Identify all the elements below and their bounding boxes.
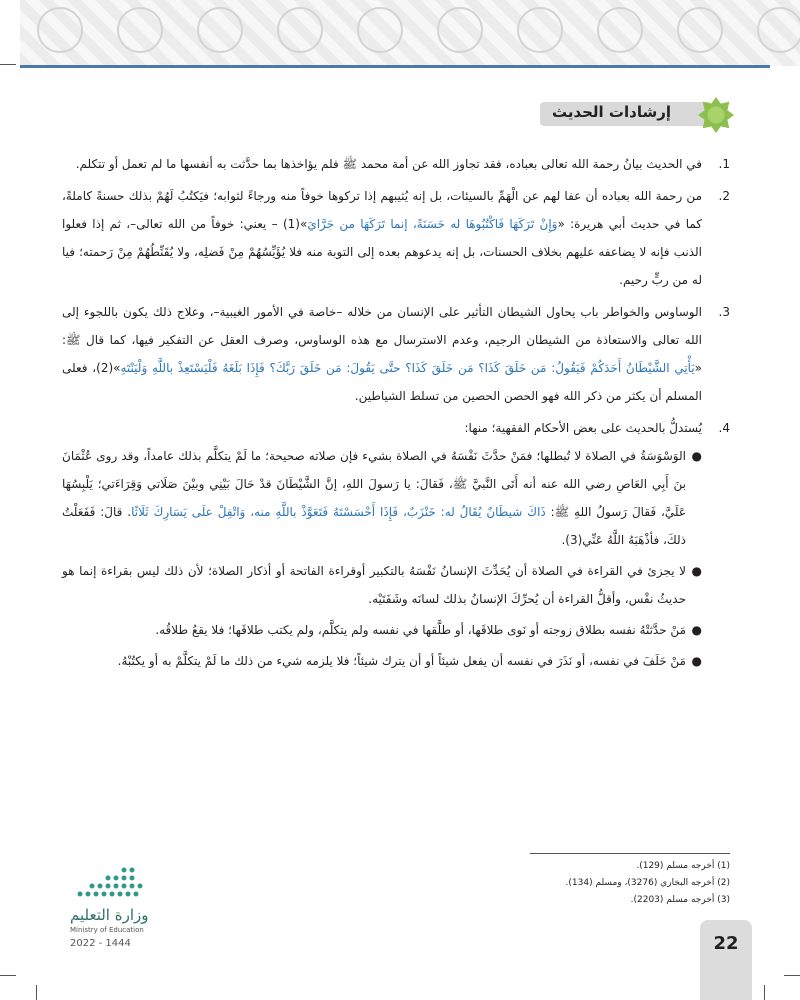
bullet-text: مَنْ حدَّثتْهُ نفسه بطلاق زوجته أو نَوى طلاقَها، أو طلَّقها في نفسه ولم يتكلَّم، ولم يكتب طلاقَها؛ فلا يقعُ طلاقُه. [155, 623, 686, 637]
header-rule [20, 65, 770, 68]
list-item [62, 298, 730, 410]
bullet-icon: ● [691, 449, 702, 463]
hadith-quote: يَأْتِي الشَّيْطَانُ أَحَدَكُمْ فَيَقُولُ: مَن خَلَقَ كَذَا؟ مَن خَلَقَ كَذَا؟ حتَّى يَقُولَ: مَن خَلَقَ رَبَّكَ؟ فَإِذَا بَلَغَهُ فَلْيَسْتَعِذْ باللَّهِ وَلْيَنْتَهِ [120, 361, 695, 375]
item-text: من رحمة الله بعباده أن عفا لهم عن الْهَمِّ بالسيئات، بل إنه يُثيبهم إذا تركوها خوفاً منه ورجاءً لثوابه؛ فيَكتُبُ لَهُمْ بذلك حسنةً كاملةً، كما في حديث أبي هريرة: « [62, 189, 702, 231]
footnote: (2) أخرجه البخاري (3276)، ومسلم (134). [565, 878, 730, 888]
crop-mark [0, 975, 16, 976]
item-number: .2 [718, 189, 730, 203]
list-item [62, 150, 730, 178]
footnote-rule [530, 853, 730, 854]
item-text: في الحديث بيانُ رحمة الله تعالى بعباده، فقد تجاوز الله عن أمة محمد ﷺ فلم يؤاخذها بما حدَّثت به أنفسها ما لم تعمل أو تتكلم. [75, 157, 702, 171]
bullet-item [62, 616, 702, 644]
crop-mark [36, 985, 37, 1000]
footnote: (1) أخرجه مسلم (129). [636, 861, 730, 871]
crop-mark [784, 975, 800, 976]
main-content [62, 150, 730, 679]
ministry-name-english: Ministry of Education [70, 926, 144, 934]
item-number: .4 [718, 421, 730, 435]
hadith-quote: ذَاكَ شيطَانٌ يُقَالُ له: خَنْزَبٌ، فَإِذَا أَحْسَسْتَهُ فَتَعَوَّذْ باللَّهِ منه، وَاتْفِلْ علَى يَسَارِكَ ثَلَاثًا [131, 505, 546, 519]
bullet-text: مَنْ حَلَفَ في نفسه، أو نَذَرَ في نفسه أن يفعل شيئاً أو أن يترك شيئاً؛ فلا يلزمه شيء من ذلك ما لَمْ يتكلَّمْ به أو يكتُبْهُ. [117, 654, 686, 668]
page-number: 22 [713, 933, 739, 954]
section-header [550, 98, 735, 132]
list-item [62, 182, 730, 294]
footnotes [566, 858, 730, 909]
bullet-item [62, 442, 702, 554]
bullet-icon: ● [691, 654, 702, 668]
footnote: (3) أخرجه مسلم (2203). [630, 895, 730, 905]
crop-mark [0, 64, 16, 65]
header-banner [20, 0, 800, 66]
item-text: »(2)، فعلى المسلم أن يكثر من ذكر الله فهو الحصن الحصين من تسلط الشياطين. [62, 361, 702, 403]
hadith-quote: وَإِنْ تَرَكَهَا فَاكْتُبُوهَا له حَسَنَةً، إنما تَرَكَهَا من جَرَّايَ [307, 217, 558, 231]
bullet-icon: ● [691, 623, 702, 637]
item-text: يُستدلُّ بالحديث على بعض الأحكام الفقهية؛ منها: [464, 421, 702, 435]
item-text: الوساوس والخواطر باب يحاول الشيطان التأثير على الإنسان من خلاله –خاصة في الأمور الغيبية–، وعلاج ذلك يكون باللجوء إلى الله تعالى والاستعاذة من الشيطان الرجيم، وعدم الاسترسال مع هذه الوساوس، وصرف العقل عن التفكير فيها، كما قال ﷺ: « [62, 305, 703, 375]
bullet-icon: ● [691, 564, 702, 578]
item-number: .3 [718, 305, 730, 319]
bullet-text: الوَسْوَسَةُ في الصلاة لا تُبطلها؛ فمَنْ حدَّثَ نَفْسَهُ في الصلاة بشيء فإن صلاته صحيحة؛ ما لَمْ يتكلَّم بذلك عامداً، وقد روى عُثْمَانَ بنَ أَبِي العَاصِ رضي الله عنه أنه أَتَى النَّبيَّ ﷺ، فَقالَ: يا رَسولَ اللهِ، إنَّ الشَّيْطَانَ قدْ حَالَ بَيْنِي وبيْنَ صَلَاتي وَقِرَاءَتي؛ يَلْبِسُهَا عَلَيَّ، فَقالَ رَسولُ اللهِ ﷺ: [62, 449, 686, 519]
banner-pattern-icon [20, 0, 800, 66]
crop-mark [764, 985, 765, 1000]
page-tab [700, 920, 752, 1000]
bullet-item [62, 647, 702, 675]
bullet-text: لا يجزئ في القراءة في الصلاة أن يُحَدِّثَ الإنسانُ نَفْسَهُ بالتكبير أوقراءة الفاتحة أو أذكار الصلاة؛ لأن ذلك ليس بقراءة إنما هو حديثُ نفْس، وأقلُّ القراءة أن يُحرِّكَ الإنسانُ بذلك لسانَه وشَفَتَيْه. [62, 564, 686, 606]
bullet-text: . قالَ: فَفَعَلْتُ ذلكَ، فأذْهَبَهُ اللَّهُ عَنِّي(3). [62, 505, 686, 547]
section-title: إرشادات الحديث [551, 103, 671, 121]
ministry-logo-icon [70, 864, 155, 904]
list-item [62, 414, 730, 675]
octagram-star-icon [697, 96, 735, 134]
bullet-item [62, 557, 702, 613]
ministry-year: 2022 - 1444 [70, 938, 131, 949]
item-text: »(1) – يعني: خوفاً من الله تعالى–، ثم إذا فعلوا الذنب فإنه لا يضاعفه عليهم بخلاف الحسنات، بل إنه يدعوهم بعده إلى التوبة منه فلا يُؤَيِّسُهُمْ مِنْ فَضلِه، ولا يُقَنِّطُهُمْ مِنْ رَحمته؛ فيا له من ربٍّ رحيم. [62, 217, 702, 287]
ministry-name-arabic: وزارة التعليم [70, 906, 149, 924]
item-number: .1 [718, 157, 730, 171]
